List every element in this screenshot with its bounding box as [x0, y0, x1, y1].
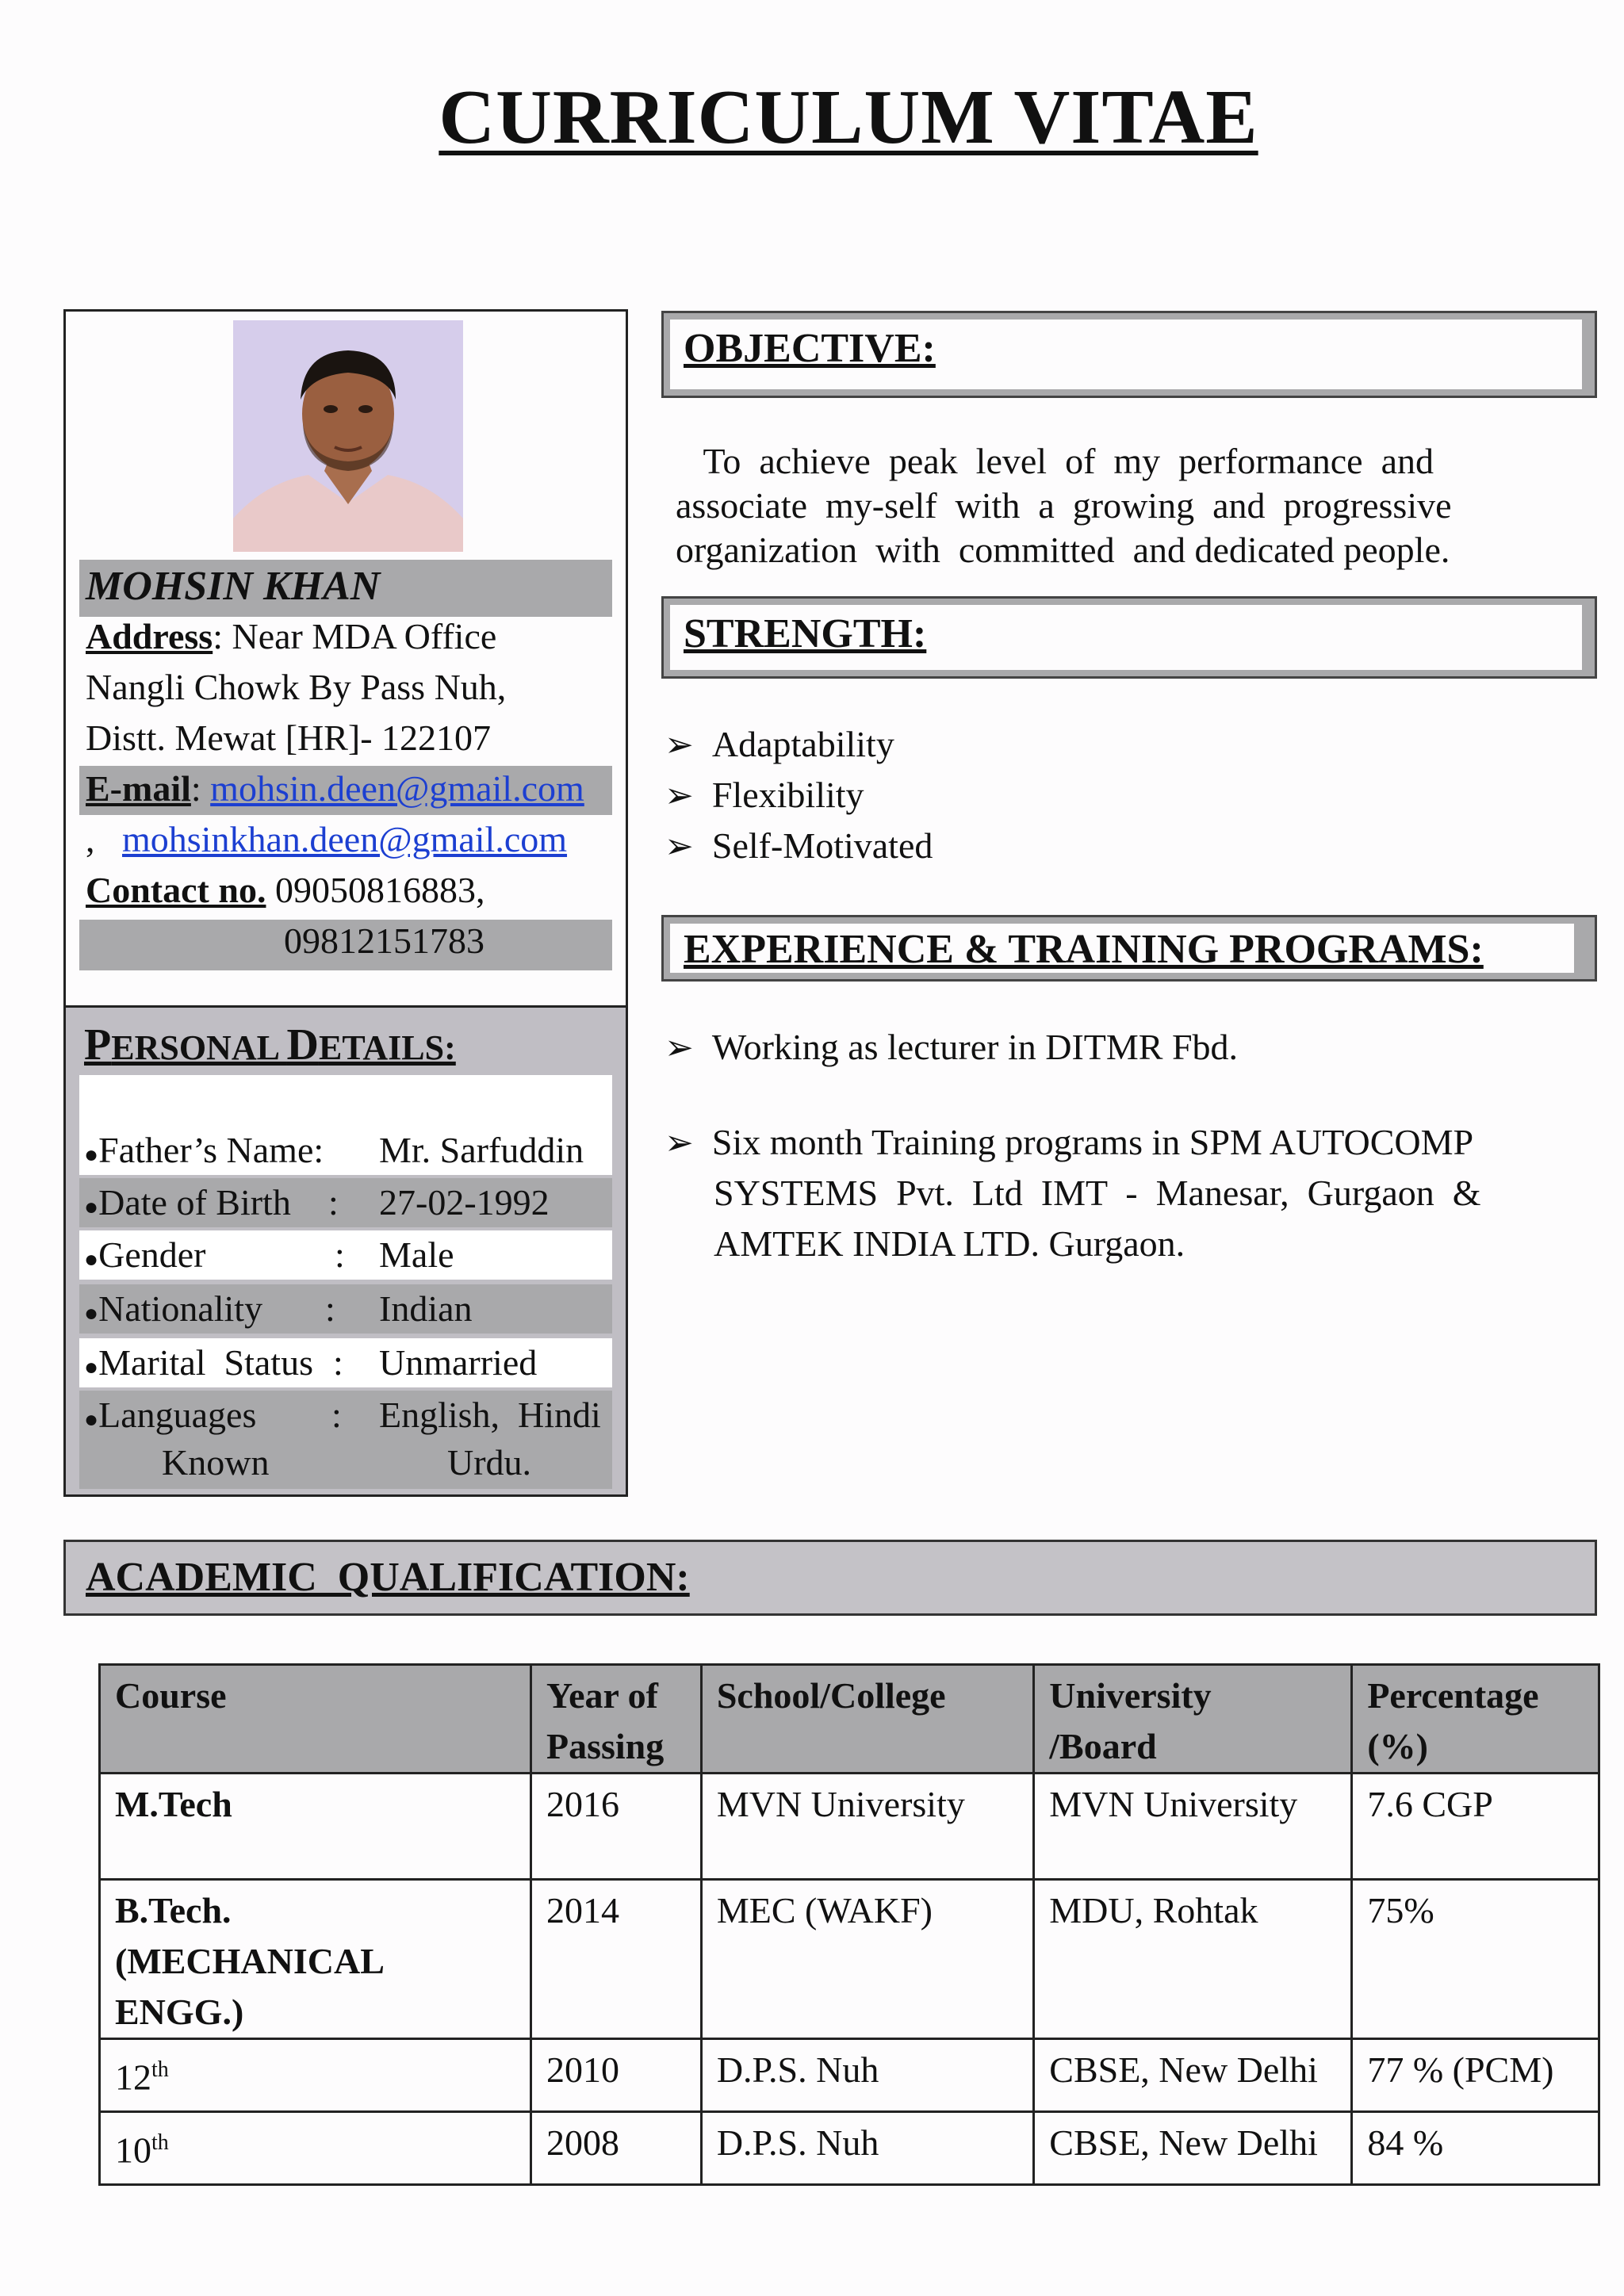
course-cell: B.Tech. (MECHANICAL ENGG.) [100, 1880, 531, 2039]
experience-item-2-line-3: AMTEK INDIA LTD. Gurgaon. [714, 1223, 1185, 1264]
nationality-sep: : [325, 1288, 335, 1329]
arrow-bullet-icon: ➢ [665, 1028, 694, 1067]
academic-table [98, 1663, 1600, 2186]
phone-1: 09050816883, [274, 870, 485, 910]
objective-line-2: associate my-self with a growing and progressive [676, 485, 1452, 526]
board-cell: MDU, Rohtak [1034, 1880, 1352, 2039]
address-line-1: Address: Near MDA Office [86, 616, 497, 656]
school-cell: D.P.S. Nuh [701, 2039, 1033, 2112]
percentage-cell: 84 % [1352, 2112, 1599, 2185]
arrow-bullet-icon: ➢ [665, 827, 694, 866]
languages-value: English, Hindi [379, 1395, 601, 1435]
strength-heading: STRENGTH: [684, 611, 927, 656]
year-cell: 2016 [531, 1774, 702, 1880]
contact-line-1 [86, 869, 485, 911]
col-course-header: Course [100, 1665, 531, 1774]
languages-label-2: Known [162, 1442, 270, 1483]
course-cell: 10th [100, 2112, 531, 2185]
experience-heading: EXPERIENCE & TRAINING PROGRAMS: [684, 927, 1484, 972]
objective-line-1: To achieve peak level of my performance and [703, 441, 1434, 481]
marital-label: ●Marital Status [84, 1342, 313, 1383]
course-cell: M.Tech [100, 1774, 531, 1880]
year-cell: 2008 [531, 2112, 702, 2185]
marital-sep: : [333, 1342, 343, 1383]
languages-label: ●Languages [84, 1395, 257, 1435]
col-board-header: University /Board [1034, 1665, 1352, 1774]
phone-2: 09812151783 [284, 920, 485, 961]
arrow-bullet-icon: ➢ [665, 1123, 694, 1162]
strength-item-1: ➢ Adaptability [665, 724, 894, 764]
table-header-row [100, 1665, 1599, 1774]
percentage-cell: 77 % (PCM) [1352, 2039, 1599, 2112]
dob-sep: : [328, 1182, 339, 1223]
father-value: Mr. Sarfuddin [379, 1130, 584, 1170]
dob-value: 27-02-1992 [379, 1182, 550, 1223]
year-cell: 2010 [531, 2039, 702, 2112]
personal-details-heading: PERSONAL DETAILS: [84, 1020, 456, 1070]
experience-item-2-line-2: SYSTEMS Pvt. Ltd IMT - Manesar, Gurgaon & [714, 1173, 1481, 1213]
gender-sep: : [335, 1234, 345, 1275]
email-line-2: , mohsinkhan.deen@gmail.com [86, 819, 568, 859]
objective-heading: OBJECTIVE: [684, 326, 936, 371]
table-row [100, 2112, 1599, 2185]
col-percentage-header: Percentage (%) [1352, 1665, 1599, 1774]
dob-label: ●Date of Birth [84, 1182, 291, 1223]
school-cell: MEC (WAKF) [701, 1880, 1033, 2039]
academic-heading: ACADEMIC QUALIFICATION: [86, 1555, 690, 1600]
email-line-1: E-mail: mohsin.deen@gmail.com [86, 768, 584, 809]
contact-label: Contact no. [86, 870, 266, 910]
experience-item-1: ➢ Working as lecturer in DITMR Fbd. [665, 1027, 1239, 1067]
email-link-1[interactable]: mohsin.deen@gmail.com [210, 768, 584, 809]
percentage-cell: 75% [1352, 1880, 1599, 2039]
candidate-name: MOHSIN KHAN [86, 564, 381, 609]
experience-item-2-line-1: ➢ Six month Training programs in SPM AUTOCOMP [665, 1122, 1474, 1162]
languages-value-2: Urdu. [447, 1442, 532, 1483]
col-school-header: School/College [701, 1665, 1033, 1774]
page-title: CURRICULUM VITAE [439, 75, 1258, 160]
strength-item-2: ➢ Flexibility [665, 775, 864, 815]
personal-spacer [79, 1075, 612, 1132]
arrow-bullet-icon: ➢ [665, 776, 694, 815]
marital-value: Unmarried [379, 1342, 538, 1383]
gender-label: ●Gender [84, 1234, 206, 1275]
table-row [100, 1774, 1599, 1880]
school-cell: D.P.S. Nuh [701, 2112, 1033, 2185]
email-label: E-mail [86, 768, 191, 809]
board-cell: MVN University [1034, 1774, 1352, 1880]
nationality-value: Indian [379, 1288, 473, 1329]
board-cell: CBSE, New Delhi [1034, 2039, 1352, 2112]
table-row [100, 2039, 1599, 2112]
year-cell: 2014 [531, 1880, 702, 2039]
email-link-2[interactable]: mohsinkhan.deen@gmail.com [122, 819, 568, 859]
address-line-3: Distt. Mewat [HR]- 122107 [86, 718, 492, 758]
strength-item-3: ➢ Self-Motivated [665, 825, 933, 866]
father-label: ●Father’s Name: [84, 1130, 324, 1170]
col-year-header: Year of Passing [531, 1665, 702, 1774]
address-line-2: Nangli Chowk By Pass Nuh, [86, 667, 507, 707]
address-label: Address [86, 616, 213, 656]
arrow-bullet-icon: ➢ [665, 725, 694, 764]
address-text-1: Near MDA Office [232, 616, 497, 656]
languages-sep: : [331, 1395, 342, 1435]
gender-value: Male [379, 1234, 454, 1275]
table-row [100, 1880, 1599, 2039]
percentage-cell: 7.6 CGP [1352, 1774, 1599, 1880]
objective-line-3: organization with committed and dedicated people. [676, 530, 1450, 570]
profile-photo [233, 320, 463, 552]
nationality-label: ●Nationality [84, 1288, 263, 1329]
course-cell: 12th [100, 2039, 531, 2112]
board-cell: CBSE, New Delhi [1034, 2112, 1352, 2185]
school-cell: MVN University [701, 1774, 1033, 1880]
